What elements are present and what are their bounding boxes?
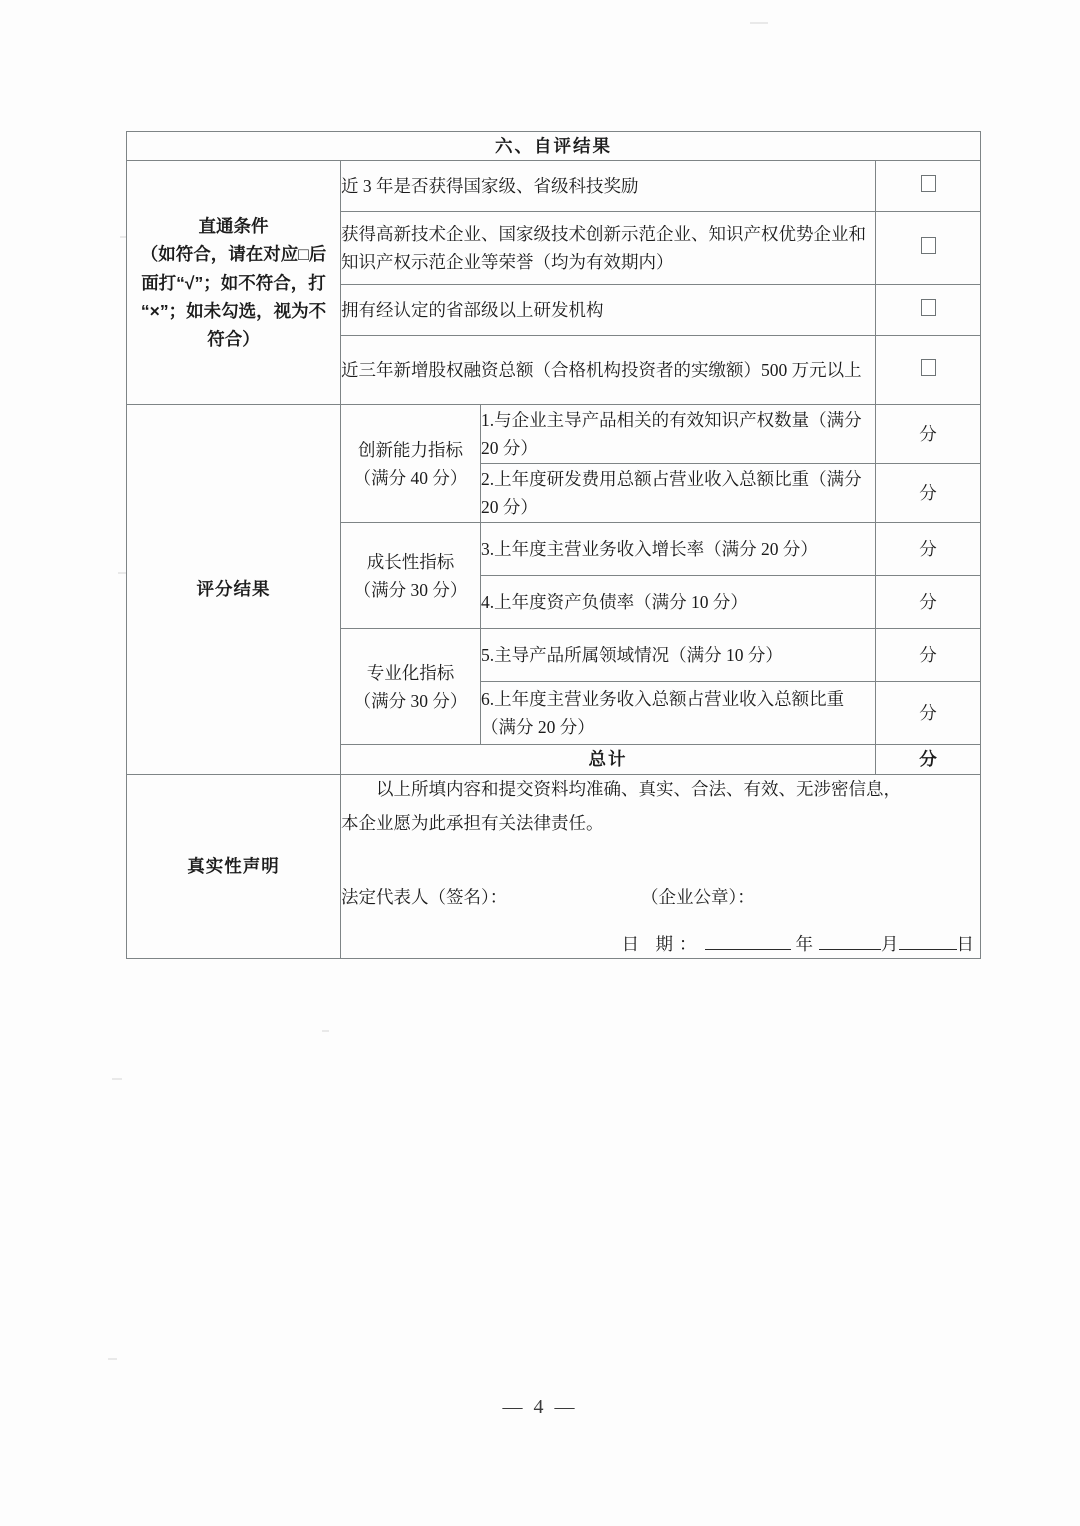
direct-condition-checkbox-cell-2[interactable] <box>876 212 981 285</box>
total-score-unit[interactable]: 分 <box>876 745 981 774</box>
scoring-item-5: 5.主导产品所属领域情况（满分 10 分） <box>481 629 876 682</box>
scoring-item-6-unit[interactable]: 分 <box>876 682 981 745</box>
direct-condition-checkbox-cell-4[interactable] <box>876 336 981 405</box>
scoring-group-name-line-2: （满分 40 分） <box>353 467 468 488</box>
scoring-group-name-line-1: 成长性指标 <box>366 551 455 572</box>
direct-conditions-note-line-2: 面打“√”；如不符合，打 <box>141 272 326 293</box>
scan-artifact <box>108 1358 117 1360</box>
date-year-input[interactable] <box>705 930 791 949</box>
scoring-item-4-unit[interactable]: 分 <box>876 576 981 629</box>
scoring-group-name-line-2: （满分 30 分） <box>353 690 468 711</box>
table-row <box>127 405 981 464</box>
scoring-group-innovation <box>341 405 481 523</box>
scoring-item-2: 2.上年度研发费用总额占营业收入总额比重（满分 20 分） <box>481 464 876 523</box>
page-number-footer: — 4 — <box>502 1396 578 1418</box>
scoring-group-specialization <box>341 629 481 745</box>
direct-condition-item-4: 近三年新增股权融资总额（合格机构投资者的实缴额）500 万元以上 <box>341 336 876 405</box>
direct-conditions-note-line-1: （如符合，请在对应□后 <box>140 244 327 265</box>
date-day-input[interactable] <box>899 930 957 949</box>
scoring-item-2-unit[interactable]: 分 <box>876 464 981 523</box>
legal-representative-signature-label[interactable]: 法定代表人（签名）： <box>341 887 508 908</box>
scan-artifact <box>112 1078 122 1080</box>
signature-row <box>341 883 980 911</box>
direct-condition-checkbox-cell-1[interactable] <box>876 161 981 212</box>
table-row <box>127 161 981 212</box>
direct-conditions-note-line-3: “×”；如未勾选，视为不 <box>140 301 327 322</box>
scan-artifact <box>120 236 126 238</box>
scan-artifact <box>750 22 768 24</box>
checkbox-icon[interactable] <box>921 237 936 254</box>
date-year-unit: 年 <box>795 933 813 954</box>
direct-condition-item-2: 获得高新技术企业、国家级技术创新示范企业、知识产权优势企业和知识产权示范企业等荣誉（均为有效期内） <box>341 212 876 285</box>
direct-condition-item-3: 拥有经认定的省部级以上研发机构 <box>341 285 876 336</box>
authenticity-declaration-body <box>341 774 981 958</box>
scoring-group-name-line-1: 专业化指标 <box>366 662 455 683</box>
date-row <box>341 930 980 958</box>
declaration-paragraph-line-1: 以上所填内容和提交资料均准确、真实、合法、有效、无涉密信息， <box>376 778 901 799</box>
page-title: 六、自评结果 <box>127 132 981 161</box>
scoring-item-3-unit[interactable]: 分 <box>876 523 981 576</box>
scoring-item-4: 4.上年度资产负债率（满分 10 分） <box>481 576 876 629</box>
scoring-group-name-line-1: 创新能力指标 <box>358 439 463 460</box>
authenticity-declaration-label: 真实性声明 <box>127 774 341 958</box>
scoring-item-3: 3.上年度主营业务收入增长率（满分 20 分） <box>481 523 876 576</box>
checkbox-icon[interactable] <box>921 175 936 192</box>
date-label: 日 期： <box>621 933 703 954</box>
scoring-group-growth <box>341 523 481 629</box>
direct-condition-checkbox-cell-3[interactable] <box>876 285 981 336</box>
scan-artifact <box>118 572 126 574</box>
date-day-unit: 日 <box>956 933 974 954</box>
table-row-section-title <box>127 132 981 161</box>
company-seal-label[interactable]: （企业公章）： <box>641 887 755 908</box>
total-label: 总计 <box>341 745 876 774</box>
scoring-result-label: 评分结果 <box>127 405 341 774</box>
self-evaluation-table <box>126 131 981 959</box>
direct-conditions-note-line-4: 符合） <box>207 329 260 350</box>
direct-conditions-title: 直通条件 <box>198 215 269 236</box>
scoring-group-name-line-2: （满分 30 分） <box>353 579 468 600</box>
scan-artifact <box>322 1030 329 1032</box>
checkbox-icon[interactable] <box>921 299 936 316</box>
date-month-input[interactable] <box>819 930 881 949</box>
scoring-item-5-unit[interactable]: 分 <box>876 629 981 682</box>
direct-conditions-label <box>127 161 341 405</box>
scoring-item-1: 1.与企业主导产品相关的有效知识产权数量（满分 20 分） <box>481 405 876 464</box>
table-row-declaration <box>127 774 981 958</box>
scoring-item-6: 6.上年度主营业务收入总额占营业收入总额比重（满分 20 分） <box>481 682 876 745</box>
declaration-paragraph-line-2: 本企业愿为此承担有关法律责任。 <box>341 813 604 834</box>
date-month-unit: 月 <box>881 933 899 954</box>
checkbox-icon[interactable] <box>921 359 936 376</box>
scoring-item-1-unit[interactable]: 分 <box>876 405 981 464</box>
direct-condition-item-1: 近 3 年是否获得国家级、省级科技奖励 <box>341 161 876 212</box>
